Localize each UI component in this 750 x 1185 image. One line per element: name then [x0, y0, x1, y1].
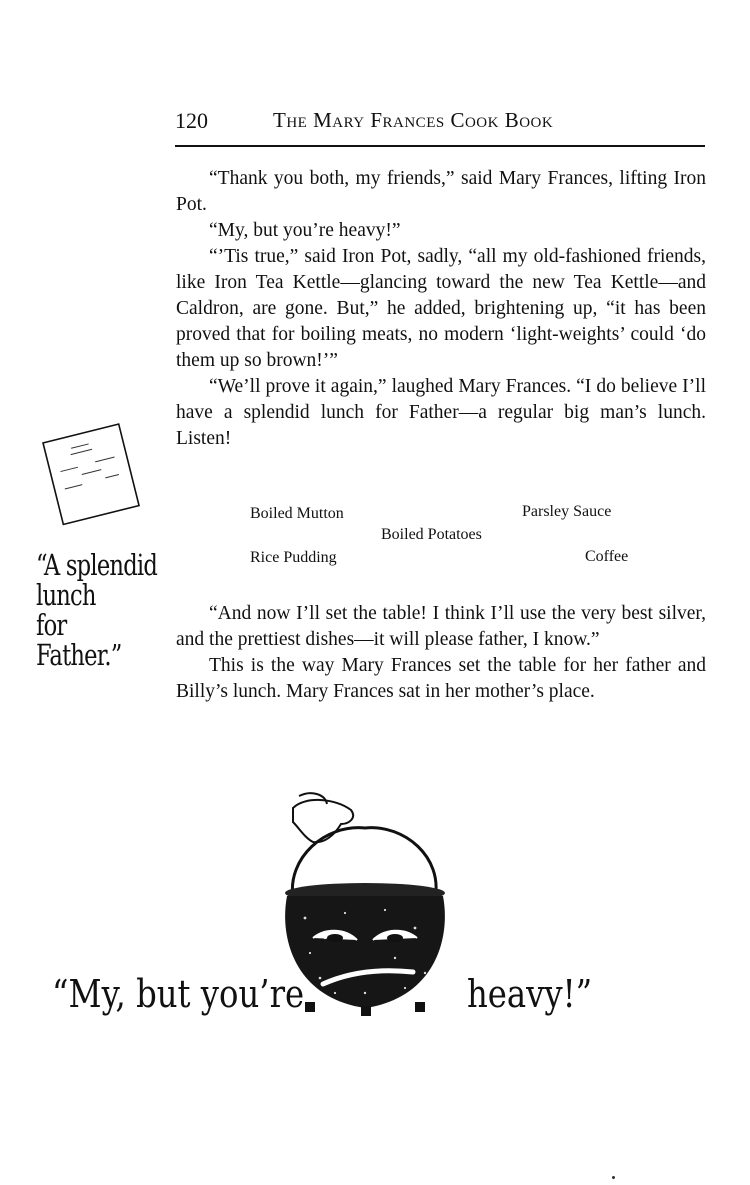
header-rule	[175, 145, 705, 147]
margin-caption-line: “A splendid	[36, 548, 158, 582]
margin-caption-line: Father.”	[36, 638, 122, 672]
print-speck	[612, 1176, 615, 1179]
menu-item: Coffee	[585, 548, 629, 565]
running-title: The Mary Frances Cook Book	[273, 108, 554, 132]
menu-item: Rice Pudding	[250, 549, 337, 566]
body-text-top	[176, 166, 706, 452]
menu-paper-illustration	[38, 418, 146, 530]
paragraph: “Thank you both, my friends,” said Mary Frances, lifting Iron Pot.	[176, 168, 706, 215]
margin-caption-line: lunch	[36, 578, 96, 612]
paragraph: “And now I’ll set the table! I think I’ll use the very best silver, and the prettiest dishes—it will please father, I know.”	[176, 603, 706, 650]
menu-item: Boiled Potatoes	[381, 526, 482, 543]
menu-item: Boiled Mutton	[250, 505, 344, 522]
menu-item: Parsley Sauce	[522, 503, 612, 520]
body-text-bottom	[176, 601, 706, 705]
paragraph: “’Tis true,” said Iron Pot, sadly, “all my old-fashioned friends, like Iron Tea Kettle—glancing toward the new Tea Kettle—and Caldron, are gone. But,” he added, brightening up, “it has been proved that for boiling meats, no modern ‘light-weights’ could ‘do them up so brown!’”	[176, 246, 706, 371]
paragraph: “We’ll prove it again,” laughed Mary Frances. “I do believe I’ll have a splendid lunch for Father—a regular big man’s lunch. Listen!	[176, 376, 706, 449]
illustration-caption-right: heavy!”	[467, 972, 593, 1016]
margin-caption-line: for	[36, 608, 67, 642]
margin-caption	[36, 548, 158, 672]
lunch-menu	[176, 500, 706, 580]
paragraph: “My, but you’re heavy!”	[209, 220, 401, 241]
page-number: 120	[175, 108, 208, 133]
paragraph: This is the way Mary Frances set the table for her father and Billy’s lunch. Mary Frances sat in her mother’s place.	[176, 655, 706, 702]
illustration-caption-left: “My, but you’re	[52, 972, 305, 1016]
